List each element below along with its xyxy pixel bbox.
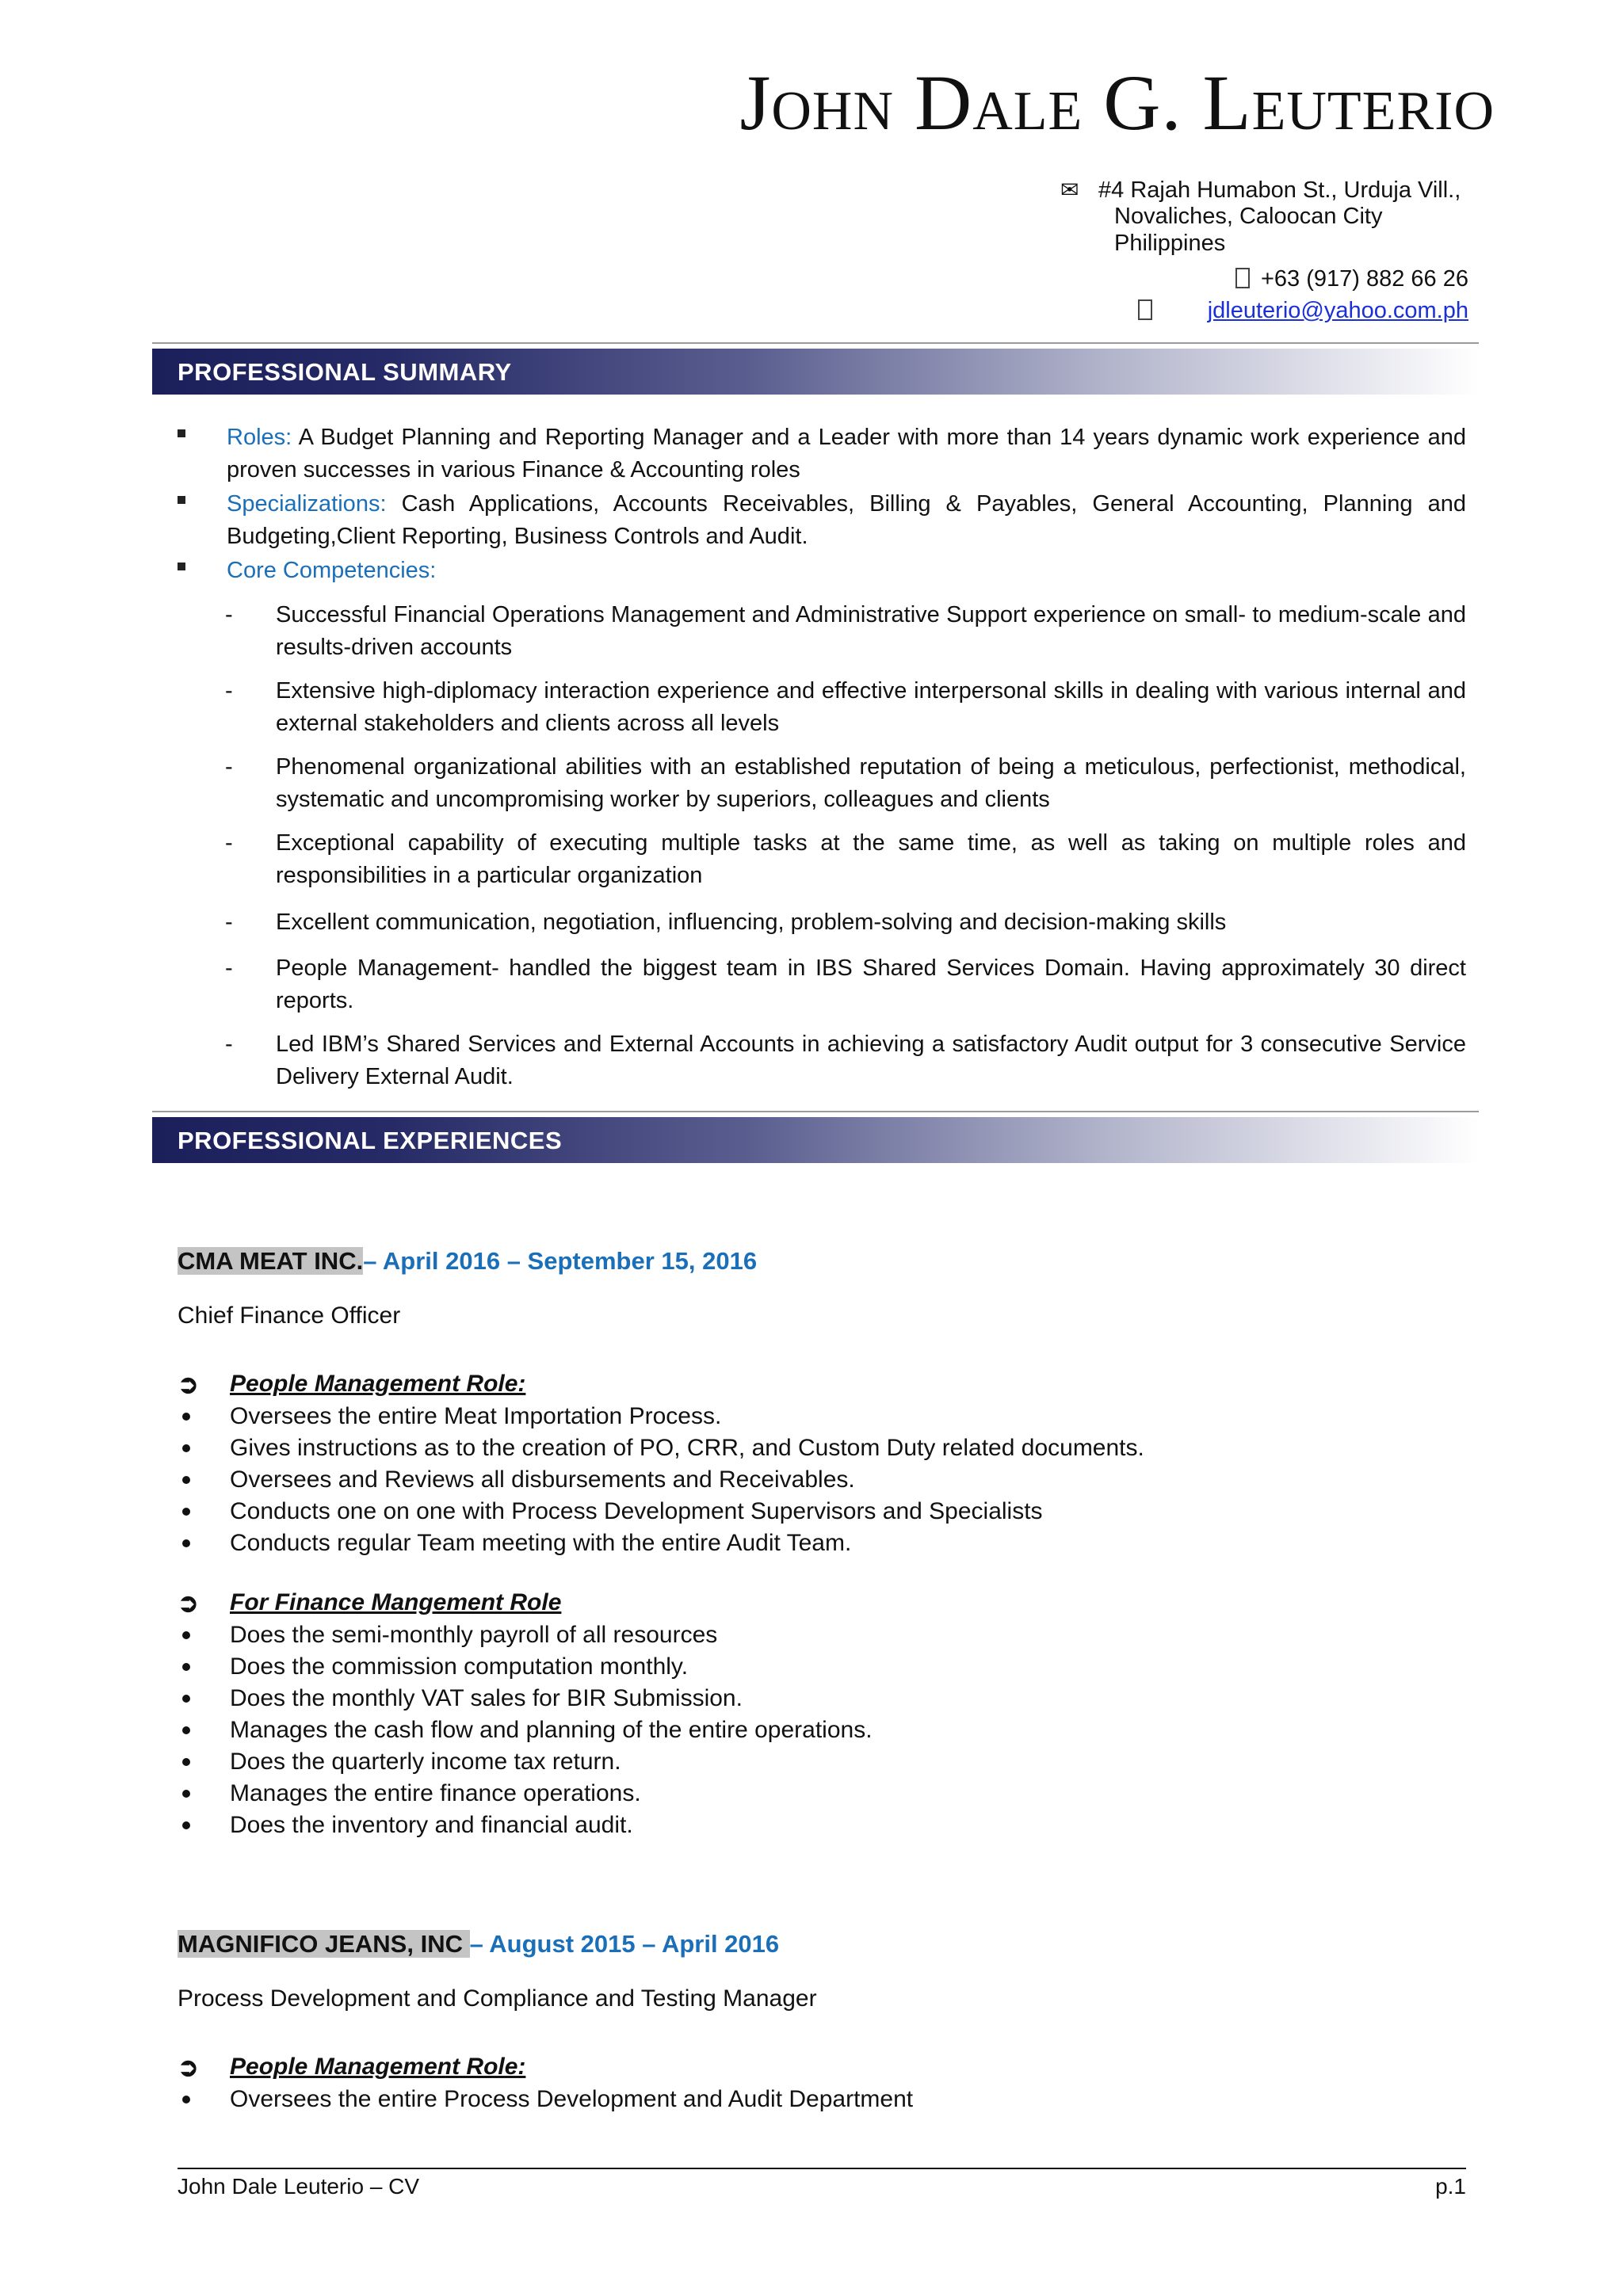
summary-heading: PROFESSIONAL SUMMARY [178, 358, 512, 386]
company-name: MAGNIFICO JEANS, INC [178, 1930, 470, 1958]
role-heading: ➲ People Management Role: [178, 2053, 526, 2081]
competency-item: - Led IBM’s Shared Services and External Accounts in achieving a satisfactory Audit output for 3 consecutive Service Delivery External Audit. [225, 1032, 1466, 1089]
competency-item: - Extensive high-diplomacy interaction experience and effective interpersonal skills in dealing with various internal and external stakeholders and clients across all levels [225, 678, 1466, 736]
list-item: Manages the cash flow and planning of the entire operations. [230, 1714, 873, 1746]
square-bullet-icon [178, 429, 185, 437]
list-item: Does the quarterly income tax return. [230, 1746, 873, 1778]
competency-item: - Excellent communication, negotiation, influencing, problem-solving and decision-making skills [225, 910, 1227, 935]
role-duties-list [230, 2084, 913, 2115]
competency-item: - Successful Financial Operations Management and Administrative Support experience on small- to medium-scale and results-driven accounts [225, 602, 1466, 660]
section-divider [152, 342, 1479, 344]
list-item: Conducts regular Team meeting with the entire Audit Team. [230, 1527, 1144, 1559]
list-item: Oversees and Reviews all disbursements and Receivables. [230, 1464, 1144, 1496]
summary-roles [178, 421, 1466, 486]
job-title: Process Development and Compliance and Testing Manager [178, 1985, 817, 2012]
envelope-icon: ✉ [1060, 177, 1079, 202]
arrow-bullet-icon: ➲ [178, 1589, 199, 1617]
phone-line [1235, 266, 1468, 292]
arrow-bullet-icon: ➲ [178, 1370, 199, 1398]
candidate-name: John Dale G. Leuterio [739, 59, 1495, 147]
company-name: CMA MEAT INC. [178, 1247, 364, 1275]
phone-icon [1235, 268, 1250, 288]
summary-specializations [178, 488, 1466, 553]
section-divider [152, 1111, 1479, 1112]
address-block [1060, 177, 1504, 257]
email-icon [1138, 299, 1152, 320]
role-heading: ➲ People Management Role: [178, 1370, 526, 1398]
experience-section-header [152, 1117, 1479, 1163]
square-bullet-icon [178, 563, 185, 570]
email-link[interactable]: jdleuterio@yahoo.com.ph [1207, 298, 1468, 323]
specializations-label: Specializations: [227, 491, 387, 517]
summary-section-header [152, 349, 1479, 395]
job-dates: – April 2016 – September 15, 2016 [363, 1247, 758, 1275]
list-item: Does the inventory and financial audit. [230, 1810, 873, 1841]
arrow-bullet-icon: ➲ [178, 2053, 199, 2081]
summary-core-competencies [178, 555, 1466, 587]
list-item: Does the commission computation monthly. [230, 1651, 873, 1683]
page-number: p.1 [1435, 2174, 1466, 2199]
list-item: Manages the entire finance operations. [230, 1778, 873, 1810]
list-item: Conducts one on one with Process Development Supervisors and Specialists [230, 1496, 1144, 1527]
role-duties-list [230, 1619, 873, 1841]
phone-number: +63 (917) 882 66 26 [1260, 266, 1468, 292]
core-competencies-label: Core Competencies: [227, 558, 437, 583]
role-duties-list [230, 1401, 1144, 1559]
address-line-1: #4 Rajah Humabon St., Urduja Vill., [1098, 177, 1461, 203]
specializations-text: Cash Applications, Accounts Receivables, Billing & Payables, General Accounting, Planning and Budgeting,Client Reporting, Business Controls and Audit. [227, 491, 1466, 549]
address-line-2: Novaliches, Caloocan City [1114, 204, 1383, 230]
address-line-3: Philippines [1114, 230, 1226, 256]
job-company-line [178, 1247, 757, 1276]
competency-item: - Phenomenal organizational abilities with an established reputation of being a meticulous, perfectionist, methodical, systematic and uncompromising worker by superiors, colleagues and clients [225, 754, 1466, 812]
list-item: Oversees the entire Process Development and Audit Department [230, 2084, 913, 2115]
competency-item: - Exceptional capability of executing multiple tasks at the same time, as well as taking on multiple roles and responsibilities in a particular organization [225, 830, 1466, 888]
list-item: Does the semi-monthly payroll of all resources [230, 1619, 873, 1651]
job-title: Chief Finance Officer [178, 1302, 401, 1329]
job-company-line [178, 1930, 779, 1958]
footer-divider [178, 2168, 1466, 2169]
experience-heading: PROFESSIONAL EXPERIENCES [178, 1127, 563, 1154]
roles-label: Roles: [227, 425, 292, 450]
roles-text: A Budget Planning and Reporting Manager and a Leader with more than 14 years dynamic work experience and proven successes in various Finance & Accounting roles [227, 425, 1466, 482]
square-bullet-icon [178, 496, 185, 504]
list-item: Oversees the entire Meat Importation Process. [230, 1401, 1144, 1432]
job-dates: – August 2015 – April 2016 [469, 1930, 780, 1958]
competency-item: - People Management- handled the biggest team in IBS Shared Services Domain. Having approximately 30 direct reports. [225, 955, 1466, 1013]
list-item: Does the monthly VAT sales for BIR Submission. [230, 1683, 873, 1714]
list-item: Gives instructions as to the creation of PO, CRR, and Custom Duty related documents. [230, 1432, 1144, 1464]
role-heading: ➲ For Finance Mangement Role [178, 1589, 562, 1617]
email-line [1138, 298, 1468, 324]
footer-title: John Dale Leuterio – CV [178, 2174, 420, 2199]
